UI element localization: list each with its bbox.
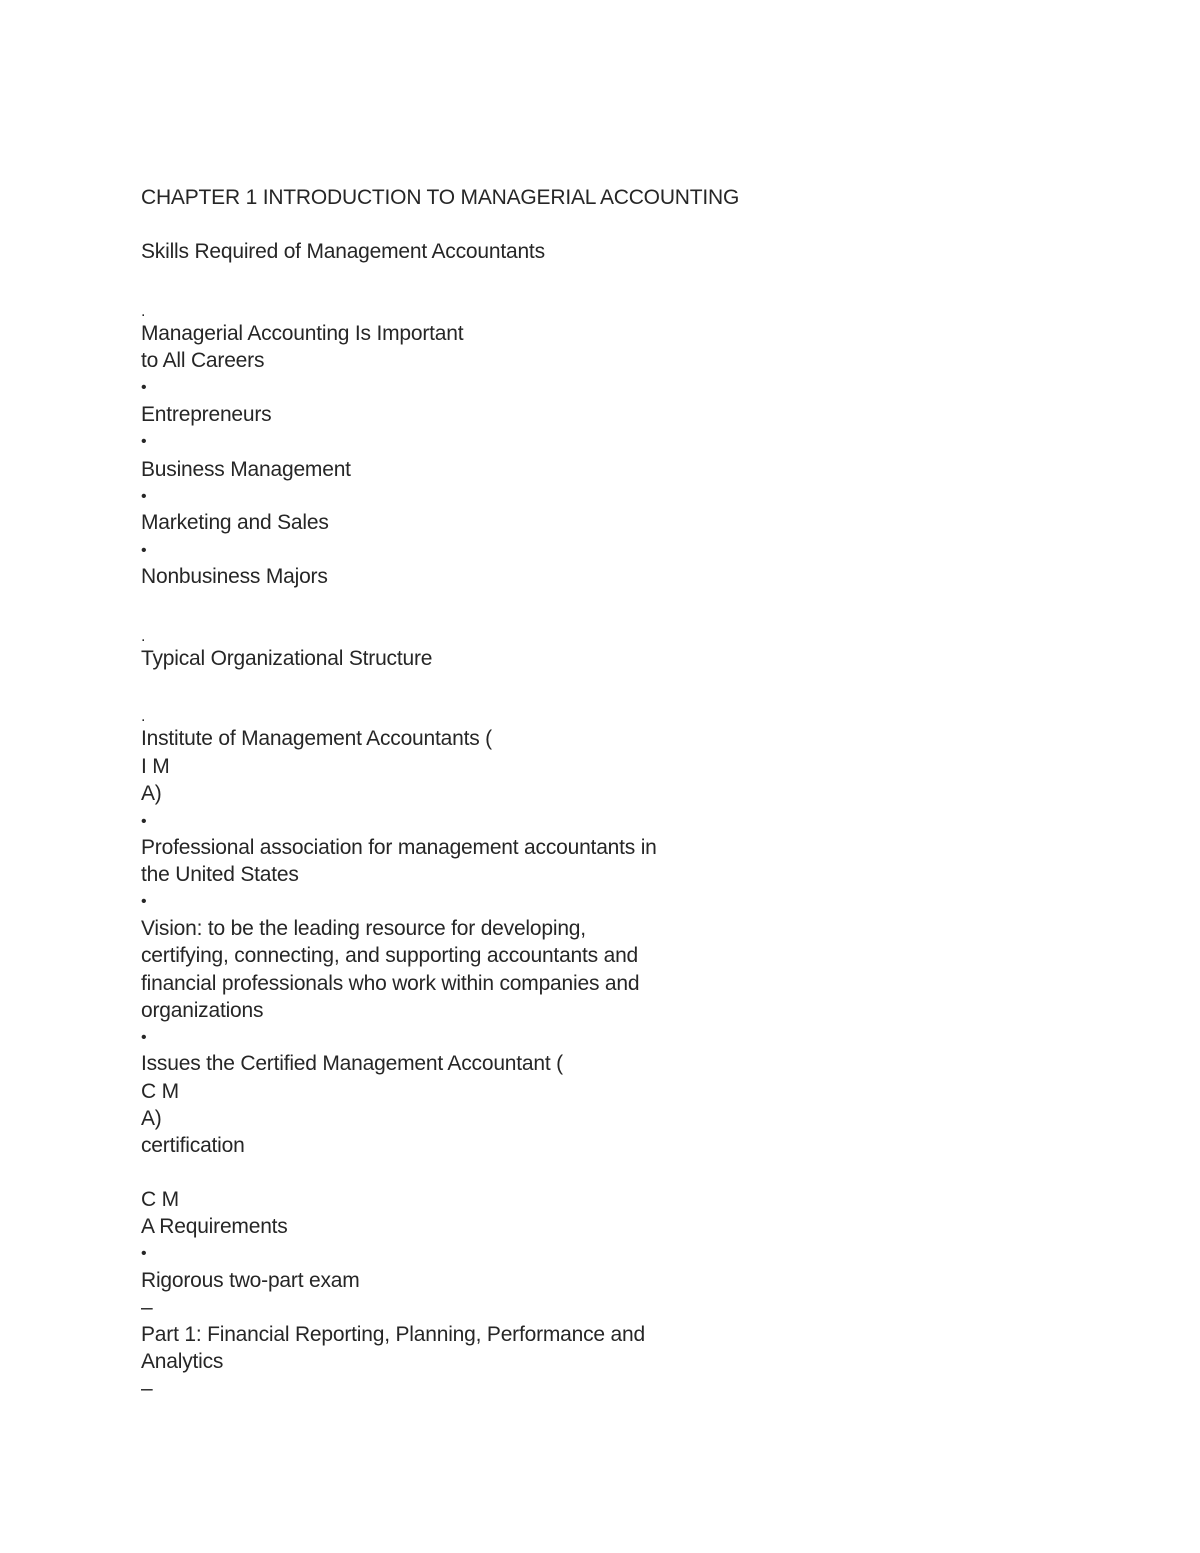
section-heading-continued: A) [141, 782, 162, 805]
list-item: Nonbusiness Majors [141, 565, 328, 588]
bullet-marker: • [141, 433, 147, 450]
bullet-marker: • [141, 1029, 147, 1046]
list-item-continued: C M [141, 1080, 179, 1103]
list-item-continued: financial professionals who work within companies and [141, 972, 640, 995]
bullet-marker: • [141, 813, 147, 830]
list-item: Issues the Certified Management Accountant ( [141, 1052, 563, 1075]
list-item: Vision: to be the leading resource for developing, [141, 917, 586, 940]
section-heading: C M [141, 1188, 179, 1211]
section-heading-continued: to All Careers [141, 349, 265, 372]
list-item-continued: organizations [141, 999, 264, 1022]
dash-marker: – [141, 1377, 153, 1400]
chapter-title: CHAPTER 1 INTRODUCTION TO MANAGERIAL ACCOUNTING [141, 186, 740, 209]
section-heading: Managerial Accounting Is Important [141, 322, 464, 345]
section-heading-continued: I M [141, 755, 170, 778]
section-marker: . [141, 303, 146, 320]
chapter-subtitle: Skills Required of Management Accountants [141, 240, 545, 263]
bullet-marker: • [141, 542, 147, 559]
list-item-continued: certifying, connecting, and supporting accountants and [141, 944, 639, 967]
bullet-marker: • [141, 379, 147, 396]
list-item-continued: the United States [141, 863, 299, 886]
section-marker: . [141, 708, 146, 725]
section-heading: Institute of Management Accountants ( [141, 727, 492, 750]
dash-marker: – [141, 1296, 153, 1319]
section-heading-continued: A Requirements [141, 1215, 288, 1238]
list-item: Entrepreneurs [141, 403, 272, 426]
list-item-continued: certification [141, 1134, 245, 1157]
bullet-marker: • [141, 893, 147, 910]
list-subitem-continued: Analytics [141, 1350, 224, 1373]
list-item: Professional association for management accountants in [141, 836, 657, 859]
bullet-marker: • [141, 488, 147, 505]
list-item: Marketing and Sales [141, 511, 329, 534]
bullet-marker: • [141, 1245, 147, 1262]
list-item: Business Management [141, 458, 351, 481]
list-item: Rigorous two-part exam [141, 1269, 360, 1292]
list-item-continued: A) [141, 1107, 162, 1130]
list-subitem: Part 1: Financial Reporting, Planning, Performance and [141, 1323, 645, 1346]
section-marker: . [141, 628, 146, 645]
section-heading: Typical Organizational Structure [141, 647, 433, 670]
